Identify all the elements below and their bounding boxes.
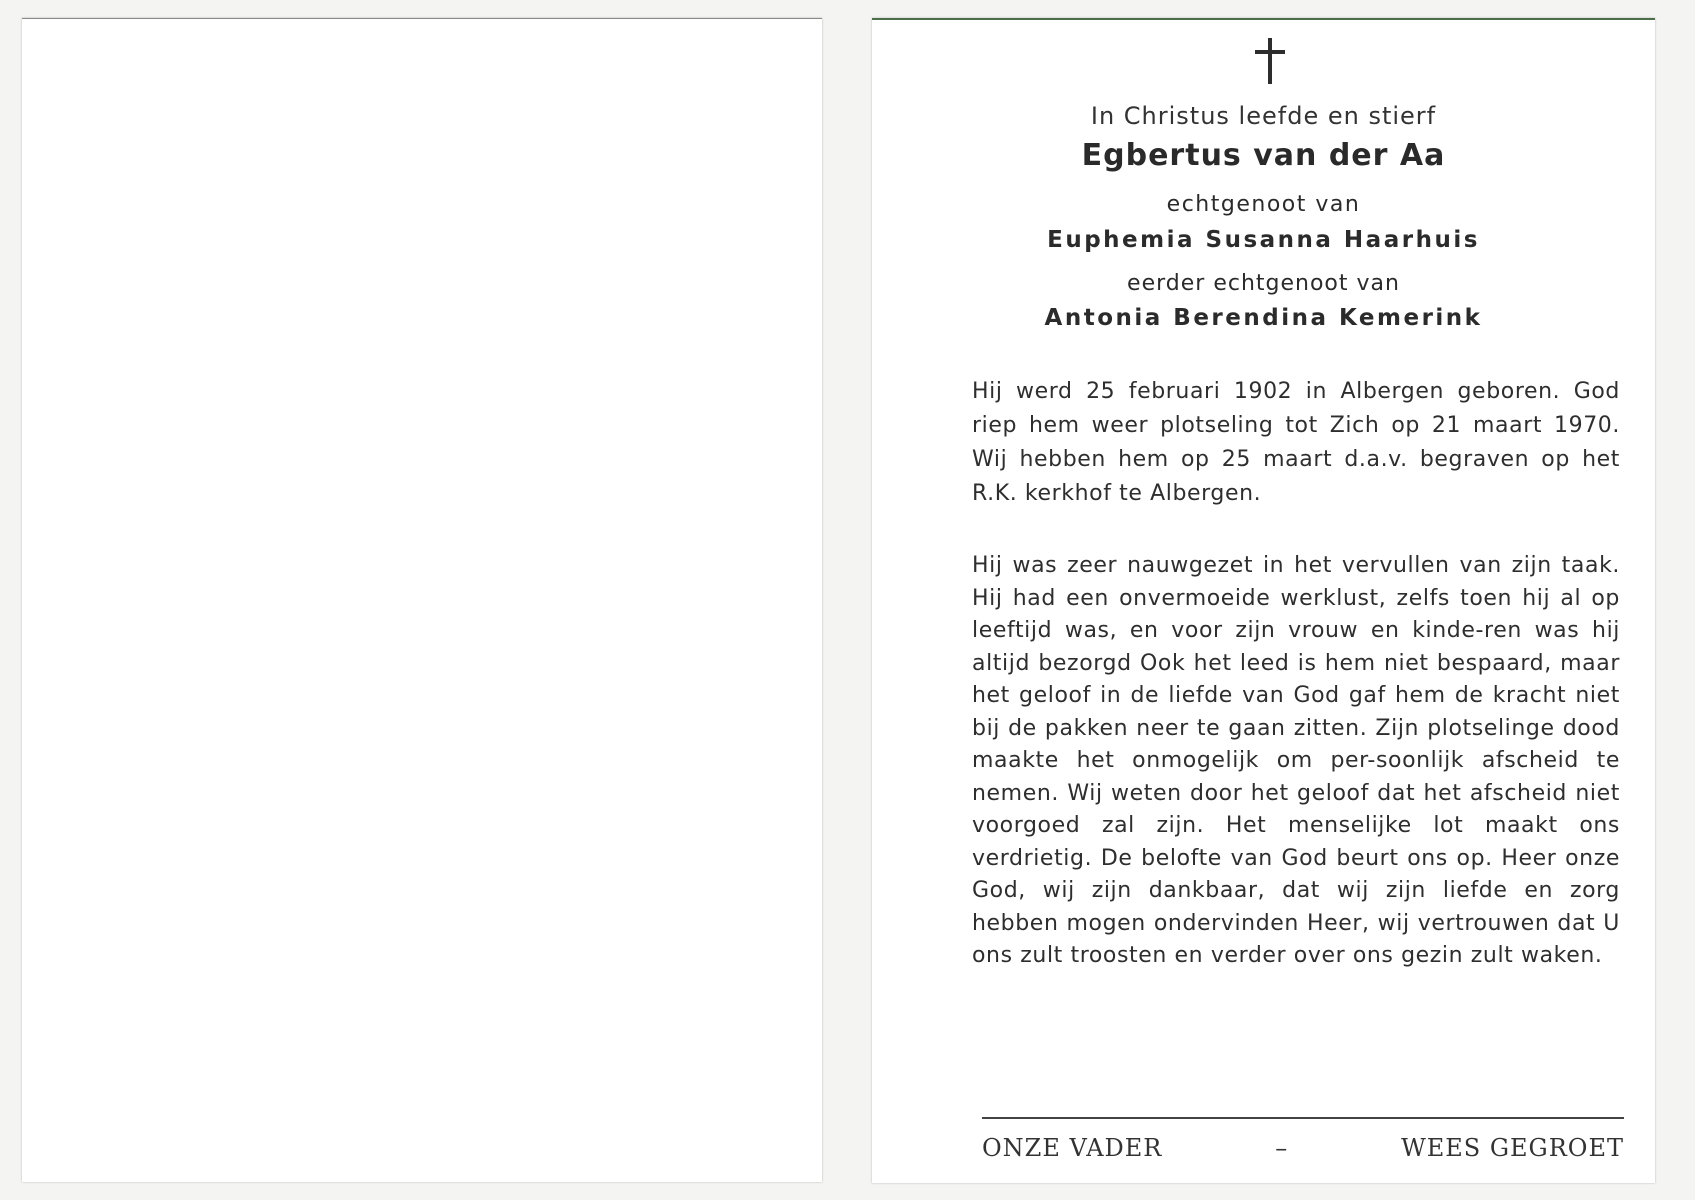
intro-line: In Christus leefde en stierf	[1090, 102, 1437, 130]
divider-line	[982, 1117, 1624, 1119]
cross-icon	[1255, 38, 1285, 84]
blank-left-page	[22, 18, 822, 1182]
spouse-name-1: Euphemia Susanna Haarhuis	[1047, 227, 1480, 253]
biography-paragraph: Hij werd 25 februari 1902 in Albergen geboren. God riep hem weer plotseling tot Zich op 21 maart 1970. Wij hebben hem op 25 maart d.a.v. begraven op het R.K. kerkhof te Albergen.	[972, 379, 1620, 506]
memorial-card-page	[872, 18, 1655, 1183]
prayer-separator: –	[1275, 1134, 1289, 1162]
tribute-paragraph: Hij was zeer nauwgezet in het vervullen van zijn taak. Hij had een onvermoeide werklust, zelfs toen hij al op leeftijd was, en voor zijn vrouw en kinde-ren was hij altijd bezorgd Ook het leed is hem niet bespaard, maar het geloof in de liefde van God gaf hem de kracht niet bij de pakken neer te gaan zitten. Zijn plotselinge dood maakte het onmogelijk om per-soonlijk afscheid te nemen. Wij weten door het geloof dat het afscheid niet voorgoed zal zijn. Het menselijke lot maakt ons verdrietig. De belofte van God beurt ons op. Heer onze God, wij zijn dankbaar, dat wij zijn liefde en zorg hebben mogen ondervinden Heer, wij vertrouwen dat U ons zult troosten en verder over ons gezin zult waken.	[972, 553, 1620, 968]
deceased-name: Egbertus van der Aa	[1081, 138, 1446, 173]
prayer-wees-gegroet: WEES GEGROET	[1401, 1134, 1624, 1162]
relation-line-2: eerder echtgenoot van	[1127, 271, 1400, 296]
spouse-name-2: Antonia Berendina Kemerink	[1044, 305, 1483, 331]
relation-line-1: echtgenoot van	[1166, 192, 1361, 217]
prayer-onze-vader: ONZE VADER	[982, 1134, 1163, 1162]
prayer-line	[982, 1134, 1624, 1162]
